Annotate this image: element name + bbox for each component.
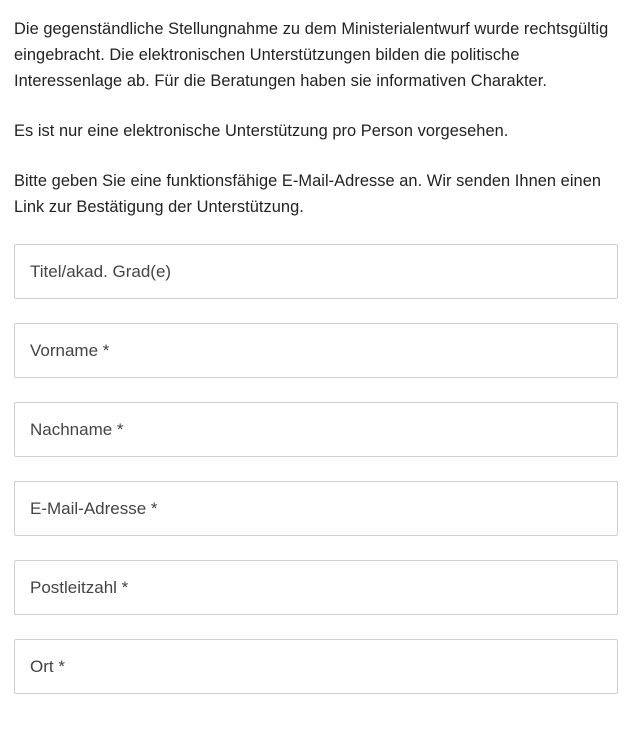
intro-paragraph-email-note: Bitte geben Sie eine funktionsfähige E-Mail-Adresse an. Wir senden Ihnen einen Link zur Bestätigung der Unterstützung. bbox=[14, 172, 602, 216]
academic-title-input[interactable] bbox=[14, 244, 618, 299]
intro-paragraph-one-per-person: Es ist nur eine elektronische Unterstützung pro Person vorgesehen. bbox=[14, 122, 509, 140]
first-name-input[interactable] bbox=[14, 323, 618, 378]
city-input[interactable] bbox=[14, 639, 618, 694]
intro-paragraph-legal: Die gegenständliche Stellungnahme zu dem Ministerialentwurf wurde rechtsgültig eingebracht. Die elektronischen Unterstützungen bilden die politische Interessenlage ab. Für die Beratungen haben sie informativen Charakter. bbox=[14, 20, 609, 90]
email-input[interactable] bbox=[14, 481, 618, 536]
postcode-input[interactable] bbox=[14, 560, 618, 615]
last-name-input[interactable] bbox=[14, 402, 618, 457]
support-form bbox=[14, 244, 618, 694]
